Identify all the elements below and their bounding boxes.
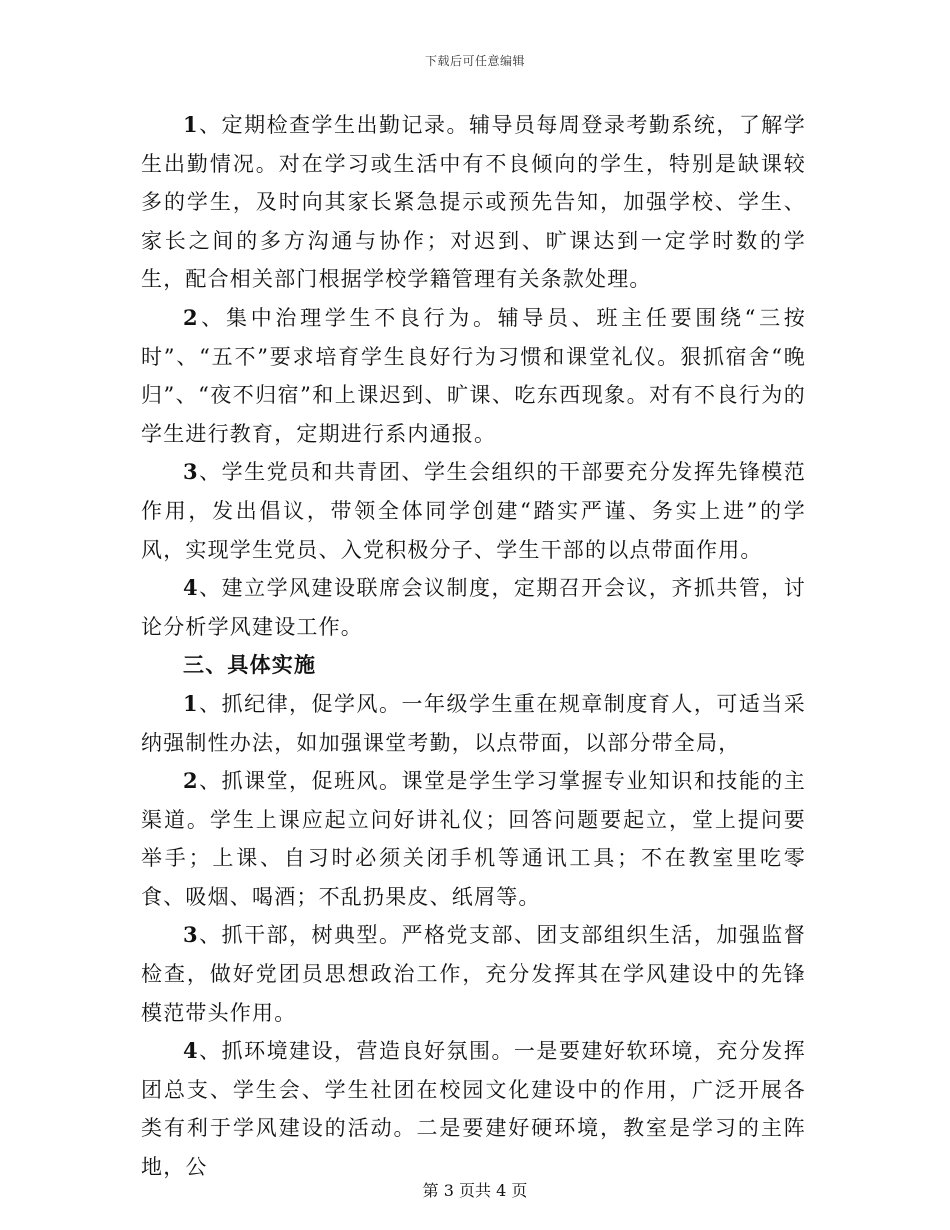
paragraph-4	[141, 569, 806, 646]
paragraph-text: 、抓环境建设，营造良好氛围。一是要建好软环境，充分发挥团总支、学生会、学生社团在校园文化建设中的作用，广泛开展各类有利于学风建设的活动。二是要建好硬环境，教室是学习的主阵地，公	[141, 1039, 806, 1180]
paragraph-number: 4	[183, 575, 199, 601]
paragraph-5	[141, 685, 806, 762]
paragraph-2	[141, 299, 806, 453]
paragraph-number: 1	[183, 112, 199, 137]
paragraph-number: 2	[183, 768, 199, 794]
paragraph-number: 3	[183, 922, 199, 948]
paragraph-text: 、建立学风建设联席会议制度，定期召开会议，齐抓共管，讨论分析学风建设工作。	[141, 576, 806, 639]
paragraph-3	[141, 453, 806, 569]
paragraph-text: 、学生党员和共青团、学生会组织的干部要充分发挥先锋模范作用，发出倡议，带领全体同学创建“踏实严谨、务实上进”的学风，实现学生党员、入党积极分子、学生干部的以点带面作用。	[141, 460, 806, 562]
paragraph-text: 、抓课堂，促班风。课堂是学生学习掌握专业知识和技能的主渠道。学生上课应起立问好讲礼仪；回答问题要起立，堂上提问要举手；上课、自习时必须关闭手机等通讯工具；不在教室里吃零食、吸烟、喝酒；不乱扔果皮、纸屑等。	[141, 769, 806, 909]
paragraph-7	[141, 916, 806, 1032]
section-heading: 三、具体实施	[183, 652, 317, 678]
document-body	[141, 106, 806, 1187]
paragraph-number: 3	[183, 459, 199, 485]
paragraph-1	[141, 106, 806, 299]
paragraph-8	[141, 1032, 806, 1186]
paragraph-text: 、抓纪律，促学风。一年级学生重在规章制度育人，可适当采纳强制性办法，如加强课堂考勤，以点带面，以部分带全局，	[141, 691, 806, 755]
paragraph-number: 4	[183, 1038, 199, 1064]
paragraph-number: 1	[183, 690, 199, 716]
page-header: 下载后可任意编辑	[424, 54, 525, 68]
page-footer: 第 3 页共 4 页	[422, 1181, 528, 1200]
paragraph-6	[141, 762, 806, 916]
paragraph-text: 、集中治理学生不良行为。辅导员、班主任要围绕“三按时”、“五不”要求培育学生良好行为习惯和课堂礼仪。狠抓宿舍“晚归”、“夜不归宿”和上课迟到、旷课、吃东西现象。对有不良行为的学生进行教育，定期进行系内通报。	[141, 305, 806, 446]
paragraph-text: 、定期检查学生出勤记录。辅导员每周登录考勤系统，了解学生出勤情况。对在学习或生活中有不良倾向的学生，特别是缺课较多的学生，及时向其家长紧急提示或预先告知，加强学校、学生、家长之间的多方沟通与协作；对迟到、旷课达到一定学时数的学生，配合相关部门根据学校学籍管理有关条款处理。	[141, 113, 806, 292]
paragraph-text: 、抓干部，树典型。严格党支部、团支部组织生活，加强监督检查，做好党团员思想政治工作，充分发挥其在学风建设中的先锋模范带头作用。	[141, 923, 806, 1025]
paragraph-number: 2	[183, 304, 199, 330]
